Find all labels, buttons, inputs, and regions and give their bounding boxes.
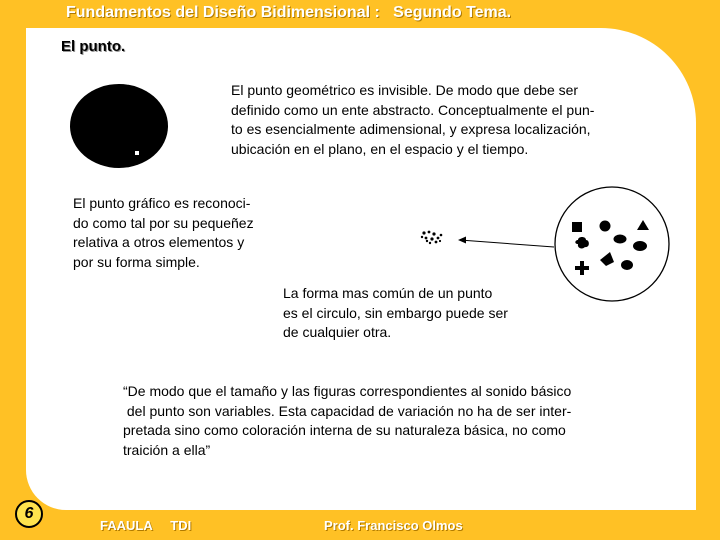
heart-shape-icon [633,241,647,251]
double-oval-shape-icon [614,235,627,244]
paragraph-geometric-point: El punto geométrico es invisible. De modo que debe ser definido como un ente abstracto. Conceptualmente el pun- to es esencialmente adimensional, y expresa localización, ubicación en el plano, en el espacio y el tiempo. [231,82,595,157]
point-shapes-diagram [414,180,674,310]
paragraph-graphic-point: El punto gráfico es reconoci- do como tal por su pequeñez relativa a otros elementos y por su forma simple. [73,195,254,270]
shapes-circle [555,187,669,301]
small-point-mark [135,151,139,155]
dot-cluster-small [421,231,443,245]
black-oval-illustration [70,84,168,168]
header-title [66,4,511,22]
arrow-head-icon [458,237,466,244]
footer-course: FAAULA TDI [100,518,192,533]
paragraph-point-shape: La forma mas común de un punto es el circulo, sin embargo puede ser de cualquier otra. [283,285,508,341]
ellipse-shape-icon [621,260,633,270]
circle-shape-icon [600,221,611,232]
pointer-arrow [460,240,554,247]
square-shape-icon [572,222,582,232]
page-number-badge: 6 [15,500,43,528]
paragraph-quote: “De modo que el tamaño y las figuras correspondientes al sonido básico del punto son variables. Esta capacidad de variación no ha de ser inter- pretada sino como coloración interna de su naturaleza básica, no como traición a ella” [123,383,572,458]
topic-title: Segundo Tema. [393,4,512,21]
section-title: El punto. [61,38,126,55]
course-title: Fundamentos del Diseño Bidimensional : [66,4,380,21]
footer-author: Prof. Francisco Olmos [324,518,463,533]
